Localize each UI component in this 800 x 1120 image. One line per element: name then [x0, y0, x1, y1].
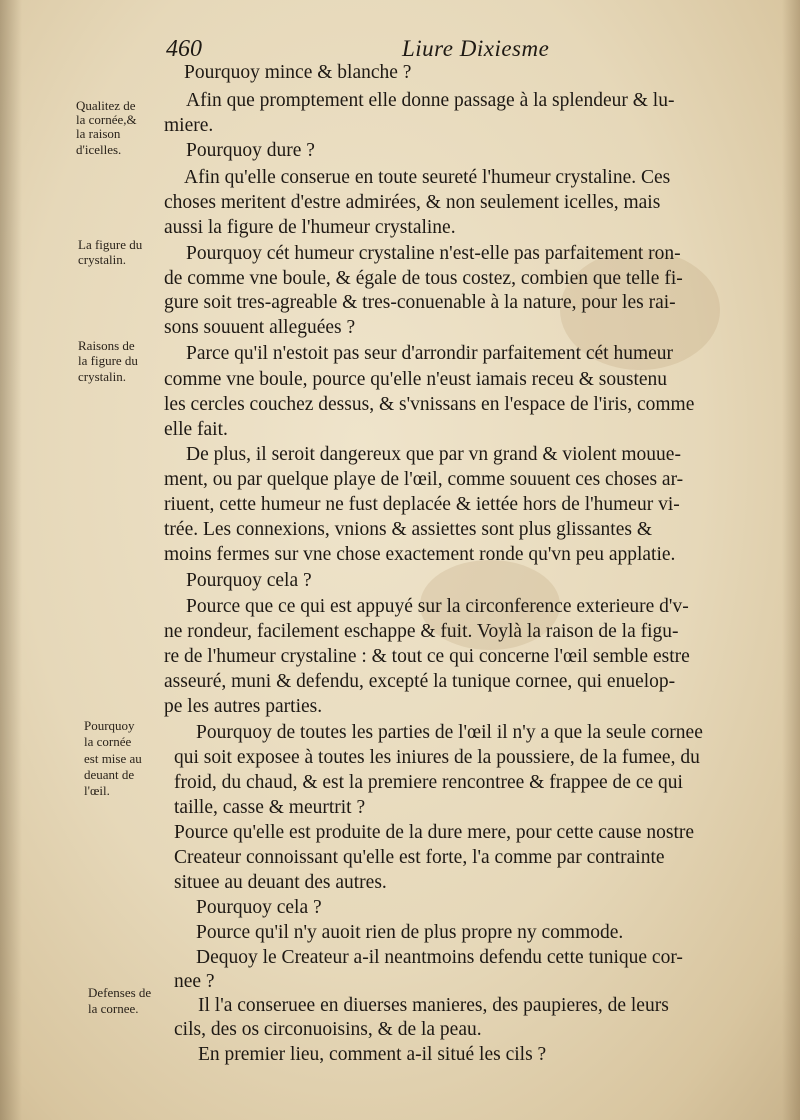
text-line: gure soit tres-agreable & tres-conuenable à la nature, pour les rai-	[164, 292, 676, 313]
margin-note-line: crystalin.	[78, 369, 127, 384]
margin-note-line: l'œil.	[84, 783, 110, 798]
text-line: ne rondeur, facilement eschappe & fuit. Voylà la raison de la figu-	[164, 621, 679, 642]
text-line: elle fait.	[164, 419, 228, 440]
text-line: Pourquoy cela ?	[196, 897, 322, 918]
page-number: 460	[166, 36, 202, 62]
margin-note-line: Pourquoy	[84, 718, 135, 733]
text-line: Pourquoy cét humeur crystaline n'est-elle pas parfaitement ron-	[186, 243, 681, 264]
text-line: ment, ou par quelque playe de l'œil, comme souuent ces choses ar-	[164, 469, 684, 490]
text-line: sons souuent alleguées ?	[164, 317, 356, 338]
running-head: Liure Dixiesme	[402, 36, 550, 61]
margin-note-line: la cornée	[84, 734, 132, 749]
text-line: moins fermes sur vne chose exactement ronde qu'vn peu applatie.	[164, 544, 676, 565]
text-line: miere.	[164, 115, 214, 136]
text-line: Parce qu'il n'estoit pas seur d'arrondir parfaitement cét humeur	[186, 343, 674, 364]
margin-note-line: deuant de	[84, 767, 135, 782]
text-line: Pource qu'il n'y auoit rien de plus propre ny commode.	[196, 922, 624, 943]
text-line: froid, du chaud, & est la premiere rencontree & frappee de ce qui	[174, 772, 683, 793]
text-line: Pource qu'elle est produite de la dure mere, pour cette cause nostre	[174, 822, 695, 843]
margin-note-line: Qualitez de	[76, 98, 136, 113]
text-line: Dequoy le Createur a-il neantmoins defendu cette tunique cor-	[196, 947, 683, 968]
text-line: De plus, il seroit dangereux que par vn grand & violent mouue-	[186, 444, 681, 465]
margin-note-line: d'icelles.	[76, 142, 122, 157]
text-line: les cercles couchez dessus, & s'vnissans en l'espace de l'iris, comme	[164, 394, 695, 415]
text-line: comme vne boule, pource qu'elle n'eust iamais receu & soustenu	[164, 369, 668, 390]
text-line: aussi la figure de l'humeur crystaline.	[164, 217, 456, 238]
margin-note-line: La figure du	[78, 237, 143, 252]
text-line: Createur connoissant qu'elle est forte, l'a comme par contrainte	[174, 847, 665, 868]
text-line: re de l'humeur crystaline : & tout ce qui concerne l'œil semble estre	[164, 646, 690, 667]
margin-note-line: la figure du	[78, 353, 138, 368]
text-line: nee ?	[174, 971, 215, 992]
text-line: En premier lieu, comment a-il situé les cils ?	[198, 1044, 547, 1065]
margin-note-line: Defenses de	[88, 985, 152, 1000]
text-line: cils, des os circonuoisins, & de la peau.	[174, 1019, 482, 1040]
text-line: Il l'a conseruee en diuerses manieres, des paupieres, de leurs	[198, 995, 669, 1016]
text-line: Afin qu'elle conserue en toute seureté l'humeur crystaline. Ces	[184, 167, 671, 188]
margin-note-line: Raisons de	[78, 338, 135, 353]
text-line: Pourquoy dure ?	[186, 140, 315, 161]
text-line: Pource que ce qui est appuyé sur la circonference exterieure d'v-	[186, 596, 689, 617]
margin-note-line: crystalin.	[78, 252, 127, 267]
text-line: Pourquoy cela ?	[186, 570, 312, 591]
margin-note-line: la cornee.	[88, 1001, 139, 1016]
text-line: trée. Les connexions, vnions & assiettes sont plus glissantes &	[164, 519, 652, 540]
margin-note-line: est mise au	[84, 751, 142, 766]
text-line: asseuré, muni & defendu, excepté la tunique cornee, qui enuelop-	[164, 671, 676, 692]
text-line: Pourquoy de toutes les parties de l'œil il n'y a que la seule cornee	[196, 722, 703, 743]
margin-note-line: la cornée,&	[76, 112, 137, 127]
text-line: riuent, cette humeur ne fust deplacée & iettée hors de l'humeur vi-	[164, 494, 680, 515]
margin-note-line: la raison	[76, 126, 121, 141]
text-line: taille, casse & meurtrit ?	[174, 797, 366, 818]
text-line: Afin que promptement elle donne passage à la splendeur & lu-	[186, 90, 675, 111]
text-line: pe les autres parties.	[164, 696, 323, 717]
text-line: qui soit exposee à toutes les iniures de la poussiere, de la fumee, du	[174, 747, 700, 768]
text-line: choses meritent d'estre admirées, & non seulement icelles, mais	[164, 192, 661, 213]
text-line: Pourquoy mince & blanche ?	[184, 62, 412, 83]
text-line: situee au deuant des autres.	[174, 872, 387, 893]
text-line: de comme vne boule, & égale de tous costez, combien que telle fi-	[164, 268, 683, 289]
